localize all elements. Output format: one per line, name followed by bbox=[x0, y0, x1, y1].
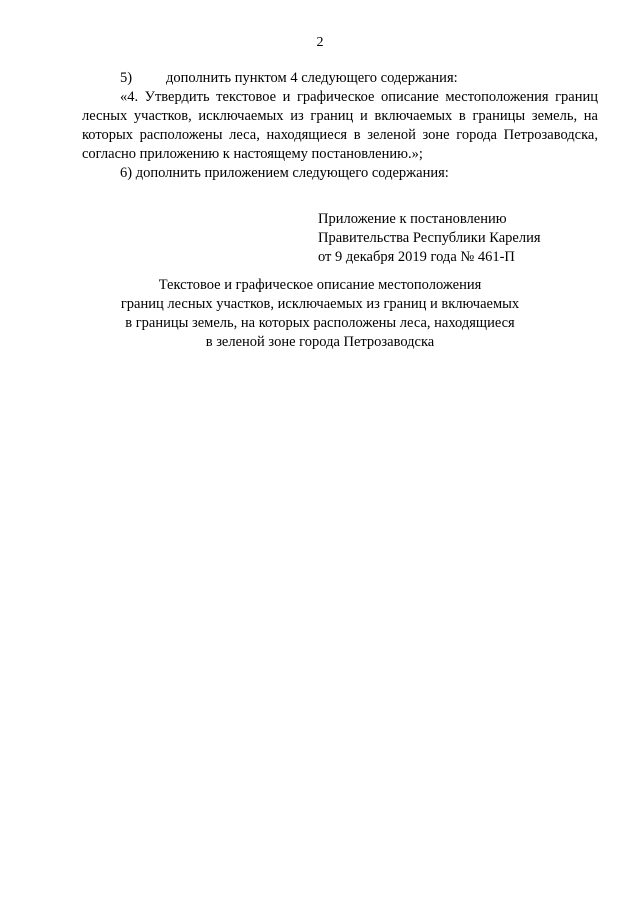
title-line-3: в границы земель, на которых расположены леса, находящиеся bbox=[125, 315, 515, 331]
attachment-line-1: Приложение к постановлению bbox=[318, 211, 507, 227]
item-5 bbox=[82, 69, 598, 88]
item-5-number: 5) bbox=[120, 70, 133, 86]
quoted-point-4: «4. Утвердить текстовое и графическое описание местоположения границ лесных участков, исключаемых из границ и включаемых в границы земель, на которых расположены леса, находящиеся в зеленой зоне города Петрозаводска, согласно приложению к настоящему постановлению.»; bbox=[82, 89, 598, 162]
attachment-line-2: Правительства Республики Карелия bbox=[318, 230, 541, 246]
attachment-line-3: от 9 декабря 2019 года № 461-П bbox=[318, 249, 515, 265]
amendment-text bbox=[82, 69, 598, 183]
title-line-4: в зеленой зоне города Петрозаводска bbox=[205, 334, 435, 350]
title-line-2: границ лесных участков, исключаемых из границ и включаемых bbox=[120, 296, 520, 312]
page-number: 2 bbox=[316, 35, 324, 50]
attachment-header bbox=[318, 210, 541, 267]
appendix-title bbox=[60, 276, 580, 352]
item-6: 6) дополнить приложением следующего содержания: bbox=[120, 165, 449, 181]
item-5-text: дополнить пунктом 4 следующего содержания: bbox=[166, 70, 458, 86]
title-line-1: Текстовое и графическое описание местоположения bbox=[158, 277, 482, 293]
